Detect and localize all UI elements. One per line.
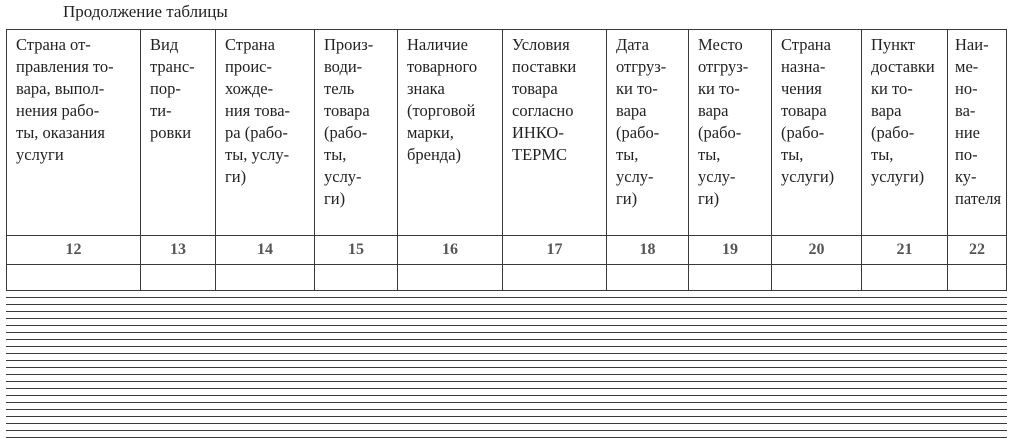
column-number: 14 [216, 236, 315, 265]
table-cell [948, 265, 1007, 291]
rule-line [6, 374, 1007, 381]
rule-line [6, 353, 1007, 360]
rule-line [6, 360, 1007, 367]
rule-line [6, 388, 1007, 395]
column-number: 15 [315, 236, 398, 265]
column-header: Наличие товарного знака (торговой марки, бренда) [398, 30, 503, 236]
rule-line [6, 402, 1007, 409]
column-header: Произ- води- тель товара (рабо- ты, услу- ги) [315, 30, 398, 236]
column-header: Условия поставки товара согласно ИНКО- ТЕРМС [503, 30, 607, 236]
rule-line [6, 311, 1007, 318]
rule-line [6, 346, 1007, 353]
column-number: 22 [948, 236, 1007, 265]
rule-line [6, 367, 1007, 374]
table-cell [689, 265, 772, 291]
column-number: 19 [689, 236, 772, 265]
continuation-table [6, 29, 1007, 291]
column-header: Страна от- правления то- вара, выпол- нения рабо- ты, оказания услуги [7, 30, 141, 236]
rule-line [6, 430, 1007, 437]
table-cell [398, 265, 503, 291]
rule-line [6, 297, 1007, 304]
rule-line [6, 325, 1007, 332]
rule-line [6, 395, 1007, 402]
column-number: 17 [503, 236, 607, 265]
table-cell [772, 265, 862, 291]
rule-line [6, 381, 1007, 388]
table-cell [216, 265, 315, 291]
rule-line [6, 304, 1007, 311]
column-header: Страна назна- чения товара (рабо- ты, услуги) [772, 30, 862, 236]
table-cell [315, 265, 398, 291]
column-header: Пункт доставки ки то- вара (рабо- ты, услуги) [862, 30, 948, 236]
column-number-row [7, 236, 1007, 265]
empty-data-row [7, 265, 1007, 291]
column-number: 12 [7, 236, 141, 265]
column-number: 18 [607, 236, 689, 265]
rule-line [6, 332, 1007, 339]
table-cell [7, 265, 141, 291]
column-number: 13 [141, 236, 216, 265]
rule-line [6, 318, 1007, 325]
header-row [7, 30, 1007, 236]
column-header: Страна проис- хожде- ния това- ра (рабо- ты, услу- ги) [216, 30, 315, 236]
column-header: Место отгруз- ки то- вара (рабо- ты, услу- ги) [689, 30, 772, 236]
rule-line [6, 409, 1007, 416]
rule-line [6, 290, 1007, 297]
table-cell [862, 265, 948, 291]
column-number: 21 [862, 236, 948, 265]
table-continuation-caption: Продолжение таблицы [63, 2, 228, 21]
column-number: 16 [398, 236, 503, 265]
table-cell [141, 265, 216, 291]
rule-line [6, 339, 1007, 346]
table-cell [607, 265, 689, 291]
column-number: 20 [772, 236, 862, 265]
column-header: Дата отгруз- ки то- вара (рабо- ты, услу- ги) [607, 30, 689, 236]
column-header: Вид транс- пор- ти- ровки [141, 30, 216, 236]
rule-line [6, 416, 1007, 423]
column-header: Наи- ме- но- ва- ние по- ку- пателя [948, 30, 1007, 236]
stacked-rule-lines [6, 290, 1007, 438]
table-cell [503, 265, 607, 291]
